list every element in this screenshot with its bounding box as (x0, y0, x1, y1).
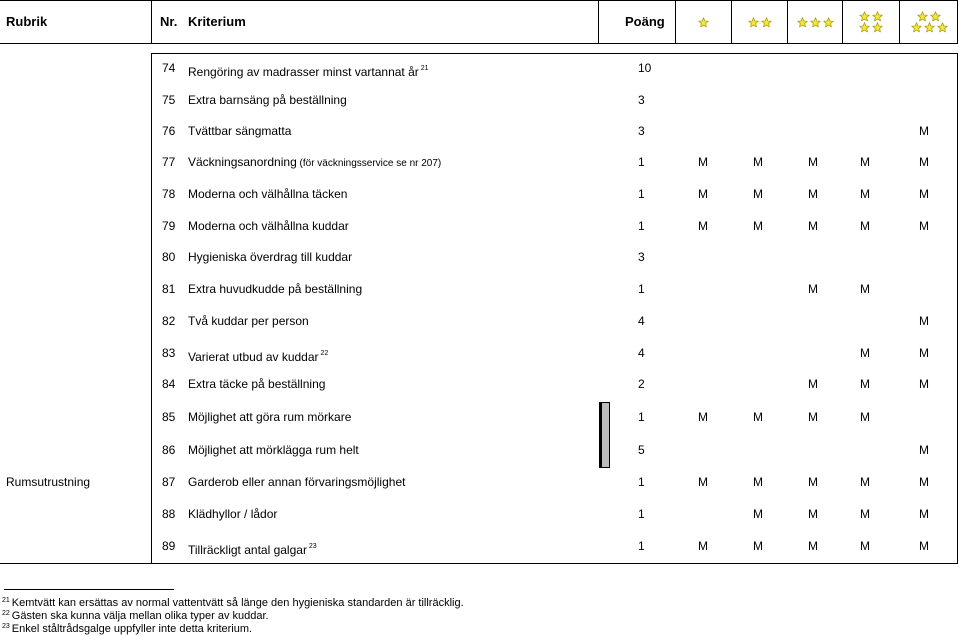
mandatory-mark-4-star: M (860, 219, 870, 233)
mandatory-mark-3-star: M (808, 219, 818, 233)
mandatory-mark-3-star: M (808, 282, 818, 296)
points-value: 2 (638, 377, 645, 391)
table-row (0, 85, 958, 116)
row-number: 85 (162, 410, 176, 424)
row-number: 76 (162, 124, 176, 138)
footnote-ref: 22 (318, 350, 329, 357)
mandatory-mark-5-star: M (919, 124, 929, 138)
table-row (0, 467, 958, 498)
star-icon (859, 11, 870, 22)
mandatory-mark-4-star: M (860, 475, 870, 489)
criterion-text: Moderna och välhållna täcken (188, 187, 348, 201)
table-row (0, 274, 958, 305)
table-row (0, 211, 958, 242)
points-value: 3 (638, 93, 645, 107)
header-rubrik: Rubrik (6, 14, 48, 29)
mandatory-mark-1-star: M (698, 155, 708, 169)
criterion-text: Extra barnsäng på beställning (188, 93, 347, 107)
criterion-text: Tvättbar sängmatta (188, 124, 292, 138)
header-2-stars (732, 1, 787, 43)
mandatory-mark-2-star: M (753, 507, 763, 521)
criterion-text: Extra täcke på beställning (188, 377, 326, 391)
mandatory-mark-5-star: M (919, 475, 929, 489)
table-row (0, 499, 958, 530)
points-value: 1 (638, 410, 645, 424)
header-1-star (676, 1, 731, 43)
mandatory-mark-5-star: M (919, 187, 929, 201)
header-poang: Poäng (625, 14, 665, 29)
footnote (2, 620, 252, 636)
mandatory-mark-5-star: M (919, 377, 929, 391)
footnote-number: 21 (2, 597, 10, 604)
criterion-text: Klädhyllor / lådor (188, 507, 278, 521)
mandatory-mark-2-star: M (753, 155, 763, 169)
star-icon (698, 17, 709, 28)
table-row (0, 435, 958, 466)
mandatory-mark-3-star: M (808, 377, 818, 391)
footnote-number: 23 (2, 623, 10, 630)
row-number: 89 (162, 539, 176, 553)
criterion-text: Tillräckligt antal galgar $^{23}$ (188, 543, 317, 557)
row-number: 87 (162, 475, 176, 489)
mandatory-mark-1-star: M (698, 219, 708, 233)
row-number: 81 (162, 282, 176, 296)
footnote-number: 22 (2, 610, 10, 617)
criterion-text: Hygieniska överdrag till kuddar (188, 250, 353, 264)
table-row (0, 531, 958, 562)
criterion-text: Två kuddar per person (188, 314, 309, 328)
row-number: 83 (162, 346, 176, 360)
star-icon (761, 17, 772, 28)
header-nr: Nr. (160, 14, 178, 29)
mandatory-mark-5-star: M (919, 219, 929, 233)
star-icon (859, 22, 870, 33)
criterion-note: (för väckningsservice se nr 207) (296, 158, 442, 169)
points-value: 10 (638, 61, 652, 75)
row-number: 80 (162, 250, 176, 264)
star-icon (810, 17, 821, 28)
row-number: 77 (162, 155, 176, 169)
mandatory-mark-1-star: M (698, 475, 708, 489)
table-row (0, 116, 958, 147)
mandatory-mark-4-star: M (860, 282, 870, 296)
table-header (0, 0, 958, 44)
points-value: 1 (638, 507, 645, 521)
mandatory-mark-4-star: M (860, 155, 870, 169)
mandatory-mark-5-star: M (919, 507, 929, 521)
footnote-text: Enkel ståltrådsgalge uppfyller inte detta kriterium. (11, 623, 253, 635)
points-value: 1 (638, 187, 645, 201)
points-value: 3 (638, 124, 645, 138)
criterion-text: Väckningsanordning (för väckningsservice se nr 207) (188, 155, 442, 169)
row-number: 84 (162, 377, 176, 391)
points-value: 3 (638, 250, 645, 264)
mandatory-mark-2-star: M (753, 475, 763, 489)
points-value: 1 (638, 282, 645, 296)
star-icon (872, 22, 883, 33)
row-number: 88 (162, 507, 176, 521)
mandatory-mark-3-star: M (808, 410, 818, 424)
header-4-stars (843, 1, 899, 43)
star-icon (797, 17, 808, 28)
table-row (0, 53, 958, 84)
header-kriterium: Kriterium (188, 14, 246, 29)
mandatory-mark-4-star: M (860, 377, 870, 391)
criterion-text: Rengöring av madrasser minst vartannat år $^{21}$ (188, 65, 429, 79)
mandatory-mark-3-star: M (808, 475, 818, 489)
points-value: 4 (638, 346, 645, 360)
footnote-text: Kemtvätt kan ersättas av normal vattentvätt så länge den hygieniska standarden är tillräcklig. (11, 597, 464, 609)
row-number: 78 (162, 187, 176, 201)
criterion-text: Varierat utbud av kuddar $^{22}$ (188, 350, 329, 364)
points-value: 4 (638, 314, 645, 328)
criterion-text: Moderna och välhållna kuddar (188, 219, 349, 233)
mandatory-mark-5-star: M (919, 539, 929, 553)
star-icon (748, 17, 759, 28)
mandatory-mark-2-star: M (753, 410, 763, 424)
table-row (0, 338, 958, 369)
mandatory-mark-5-star: M (919, 314, 929, 328)
points-value: 1 (638, 475, 645, 489)
footnote-text: Gästen ska kunna välja mellan olika typer av kuddar. (11, 610, 269, 622)
table-row (0, 369, 958, 400)
criterion-text: Möjlighet att göra rum mörkare (188, 410, 352, 424)
table-row (0, 402, 958, 433)
mandatory-mark-4-star: M (860, 539, 870, 553)
row-number: 75 (162, 93, 176, 107)
mandatory-mark-4-star: M (860, 346, 870, 360)
mandatory-mark-5-star: M (919, 346, 929, 360)
mandatory-mark-3-star: M (808, 539, 818, 553)
mandatory-mark-3-star: M (808, 155, 818, 169)
header-3-stars (788, 1, 842, 43)
footnote-ref: 21 (418, 65, 429, 72)
points-value: 1 (638, 155, 645, 169)
points-value: 5 (638, 443, 645, 457)
points-value: 1 (638, 539, 645, 553)
row-number: 82 (162, 314, 176, 328)
criterion-text: Möjlighet att mörklägga rum helt (188, 443, 359, 457)
table-row (0, 147, 958, 178)
mandatory-mark-2-star: M (753, 187, 763, 201)
mandatory-mark-5-star: M (919, 155, 929, 169)
table-row (0, 306, 958, 337)
mandatory-mark-1-star: M (698, 410, 708, 424)
mandatory-mark-5-star: M (919, 443, 929, 457)
mandatory-mark-4-star: M (860, 187, 870, 201)
star-icon (872, 11, 883, 22)
row-number: 79 (162, 219, 176, 233)
criterion-text: Extra huvudkudde på beställning (188, 282, 363, 296)
mandatory-mark-1-star: M (698, 187, 708, 201)
row-number: 86 (162, 443, 176, 457)
table-row (0, 179, 958, 210)
table-row (0, 242, 958, 273)
points-value: 1 (638, 219, 645, 233)
criterion-text: Garderob eller annan förvaringsmöjlighet (188, 475, 406, 489)
mandatory-mark-3-star: M (808, 187, 818, 201)
star-icon (937, 22, 948, 33)
header-5-stars (900, 1, 958, 43)
star-icon (924, 22, 935, 33)
mandatory-mark-4-star: M (860, 507, 870, 521)
mandatory-mark-3-star: M (808, 507, 818, 521)
footnote-divider (4, 589, 174, 590)
star-icon (930, 11, 941, 22)
star-icon (911, 22, 922, 33)
rubrik-label: Rumsutrustning (6, 475, 91, 489)
mandatory-mark-2-star: M (753, 219, 763, 233)
mandatory-mark-2-star: M (753, 539, 763, 553)
mandatory-mark-1-star: M (698, 539, 708, 553)
mandatory-mark-4-star: M (860, 410, 870, 424)
star-icon (823, 17, 834, 28)
footnote-ref: 23 (306, 543, 317, 550)
star-icon (917, 11, 928, 22)
row-number: 74 (162, 61, 176, 75)
